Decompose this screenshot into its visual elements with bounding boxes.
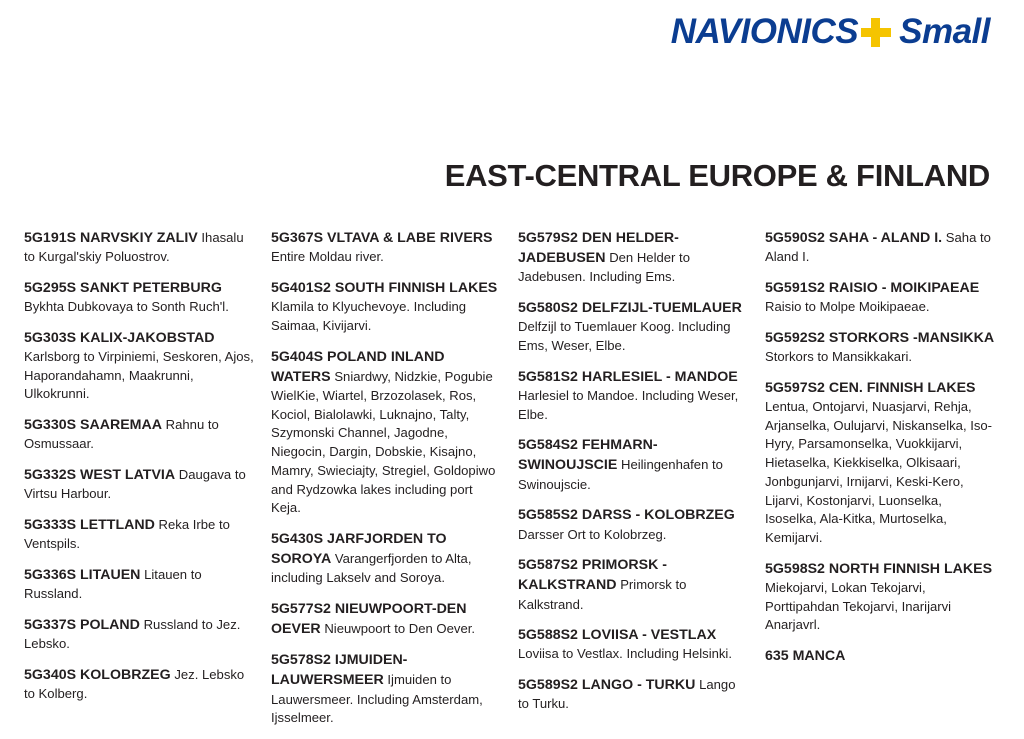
list-item (24, 328, 255, 404)
list-item (518, 675, 749, 714)
chart-description: Saha to Aland I. (765, 230, 991, 265)
chart-description: Rahnu to Osmussaar. (24, 417, 219, 452)
list-item (518, 625, 749, 664)
chart-code: 635 MANCA (765, 648, 846, 665)
header-bar (0, 0, 1024, 62)
chart-description: Litauen to Russland. (24, 566, 202, 601)
chart-code: 5G367S VLTAVA & LABE RIVERS (271, 230, 493, 246)
chart-code: 5G578S2 IJMUIDEN-LAUWERSMEER (271, 652, 408, 689)
chart-description: Sniardwy, Nidzkie, Pogubie WielKie, Wiartel, Brzozolasek, Ros, Kociol, Bialolawki, Luknajno, Talty, Szymonski Channel, Jagodne, Niegocin, Dargin, Dobskie, Kisajno, Mamry, Swieciajty, Stregiel, Goldopiwo and Rydzowka lakes including port Keja. (271, 368, 496, 516)
chart-description: Daugava to Virtsu Harbour. (24, 467, 246, 502)
list-item (518, 555, 749, 614)
chart-code: 5G337S POLAND (24, 616, 140, 633)
chart-code: 5G592S2 STORKORS -MANSIKKA (765, 329, 995, 346)
list-item (24, 228, 255, 267)
chart-description: Darsser Ort to Kolobrzeg. (518, 526, 667, 542)
plus-icon (859, 15, 893, 49)
chart-code: 5G579S2 DEN HELDER-JADEBUSEN (518, 230, 679, 267)
chart-description: Lango to Turku. (518, 677, 736, 712)
chart-code: 5G336S LITAUEN (24, 566, 141, 583)
chart-code: 5G191S NARVSKIY ZALIV (24, 230, 198, 246)
chart-listing-columns (24, 228, 1014, 739)
list-item (24, 465, 255, 504)
chart-description: Ihasalu to Kurgal'skiy Poluostrov. (24, 230, 244, 265)
chart-description: Karlsborg to Virpiniemi, Seskoren, Ajos, Haporandahamn, Maakrunni, Ulkokrunni. (24, 348, 254, 402)
list-item (24, 565, 255, 604)
chart-description: Primorsk to Kalkstrand. (518, 577, 687, 612)
list-item (271, 278, 502, 336)
chart-code: 5G333S LETTLAND (24, 516, 155, 533)
list-item (271, 650, 502, 728)
logo-wordmark: NAVIONICS (670, 12, 859, 51)
chart-code: 5G598S2 NORTH FINNISH LAKES (765, 560, 993, 577)
chart-description: Loviisa to Vestlax. Including Helsinki. (518, 646, 732, 662)
list-item (24, 665, 255, 704)
chart-description: Ijmuiden to Lauwersmeer. Including Amsterdam, Ijsselmeer. (271, 672, 483, 726)
listing-column-3 (518, 228, 765, 739)
chart-code: 5G597S2 CEN. FINNISH LAKES (765, 379, 976, 396)
list-item (765, 559, 996, 635)
chart-description: Russland to Jez. Lebsko. (24, 616, 241, 651)
chart-code: 5G585S2 DARSS - KOLOBRZEG (518, 507, 735, 524)
list-item (24, 278, 255, 317)
chart-description: Storkors to Mansikkakari. (765, 348, 912, 364)
list-item (24, 415, 255, 454)
list-item (24, 515, 255, 554)
list-item (765, 228, 996, 267)
chart-code: 5G589S2 LANGO - TURKU (518, 677, 696, 694)
chart-description: Bykhta Dubkovaya to Sonth Ruch'l. (24, 299, 229, 315)
page-title: EAST-CENTRAL EUROPE & FINLAND (444, 158, 990, 193)
chart-code: 5G401S2 SOUTH FINNISH LAKES (271, 279, 498, 296)
chart-code: 5G330S SAAREMAA (24, 417, 162, 434)
list-item (271, 529, 502, 588)
chart-description: Heilingenhafen to Swinoujscie. (518, 457, 723, 492)
logo-suffix: Small (899, 12, 990, 51)
chart-code: 5G591S2 RAISIO - MOIKIPAEAE (765, 279, 980, 296)
list-item (518, 367, 749, 425)
chart-description: Raisio to Molpe Moikipaeae. (765, 299, 930, 315)
chart-code: 5G303S KALIX-JAKOBSTAD (24, 329, 215, 346)
chart-description: Lentua, Ontojarvi, Nuasjarvi, Rehja, Arjanselka, Oulujarvi, Niskanselka, Iso-Hyry, Parsamonselka, Vuokkijarvi, Hietaselka, Kiekkiselka, Olkisaari, Jonbgunjarvi, Irnijarvi, Keski-Kero, Lijarvi, Kostonjarvi, Luonselka, Isoselka, Ala-Kitka, Murtoselka, Kemijarvi. (765, 398, 993, 545)
chart-description: Entire Moldau river. (271, 249, 384, 265)
list-item (518, 505, 749, 544)
chart-code: 5G581S2 HARLESIEL - MANDOE (518, 368, 738, 385)
list-item (24, 615, 255, 654)
list-item (271, 347, 502, 518)
listing-column-4 (765, 228, 1012, 739)
chart-description: Den Helder to Jadebusen. Including Ems. (518, 250, 690, 285)
chart-description: Jez. Lebsko to Kolberg. (24, 666, 245, 701)
list-item (518, 298, 749, 356)
listing-column-1 (24, 228, 271, 739)
list-item (271, 599, 502, 639)
list-item (765, 328, 996, 367)
chart-description: Harlesiel to Mandoe. Including Weser, Elbe. (518, 387, 739, 422)
list-item (765, 278, 996, 317)
chart-code: 5G430S JARFJORDEN TO SOROYA (271, 530, 447, 568)
list-item (518, 228, 749, 287)
chart-description: Klamila to Klyuchevoye. Including Saimaa, Kivijarvi. (271, 299, 467, 333)
chart-code: 5G590S2 SAHA - ALAND I. (765, 230, 943, 246)
chart-description: Miekojarvi, Lokan Tekojarvi, Porttipahdan Tekojarvi, Inarijarvi Anarjavrl. (765, 579, 952, 633)
chart-code: 5G340S KOLOBRZEG (24, 666, 171, 683)
chart-code: 5G584S2 FEHMARN-SWINOUJSCIE (518, 437, 658, 474)
chart-description: Delfzijl to Tuemlauer Koog. Including Ems, Weser, Elbe. (518, 319, 731, 353)
chart-description: Reka Irbe to Ventspils. (24, 516, 230, 552)
list-item (765, 646, 996, 666)
chart-description: Nieuwpoort to Den Oever. (324, 621, 475, 637)
chart-code: 5G404S POLAND INLAND WATERS (271, 348, 445, 385)
list-item (271, 228, 502, 267)
list-item (765, 378, 996, 548)
navionics-logo (671, 12, 990, 52)
chart-code: 5G577S2 NIEUWPOORT-DEN OEVER (271, 601, 467, 638)
chart-code: 5G587S2 PRIMORSK -KALKSTRAND (518, 557, 668, 594)
chart-code: 5G580S2 DELFZIJL-TUEMLAUER (518, 300, 742, 317)
chart-code: 5G295S SANKT PETERBURG (24, 279, 222, 296)
listing-column-2 (271, 228, 518, 739)
list-item (518, 435, 749, 494)
chart-code: 5G588S2 LOVIISA - VESTLAX (518, 627, 717, 644)
chart-description: Varangerfjorden to Alta, including Lakselv and Soroya. (271, 551, 472, 586)
chart-code: 5G332S WEST LATVIA (24, 467, 176, 484)
